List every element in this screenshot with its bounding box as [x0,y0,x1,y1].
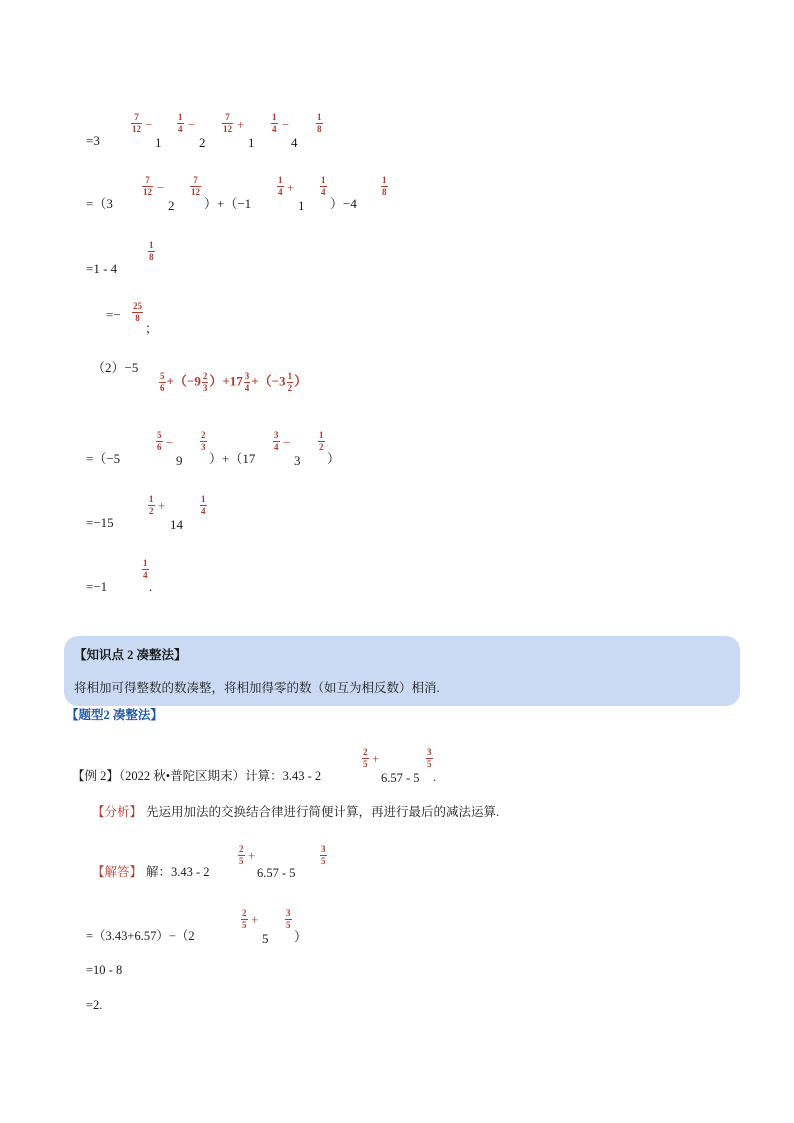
analysis-tag: 【分析】 [92,805,143,819]
operator: − [283,435,291,450]
example-prompt: 【例 2】（2022 秋•普陀区期末）计算：3.43 - 2 [72,769,322,783]
fraction: 7 12 [143,175,152,197]
whole-number: 2 [168,198,175,213]
whole-number: 14 [170,517,183,532]
operator: + [251,912,259,927]
fraction: 1 2 [319,430,324,452]
whole-number: 9 [176,453,183,468]
step1-line2-mid: ）+（−1 [204,196,252,211]
fraction: 5 6 [157,430,162,452]
step1-line4-eq: =− [106,307,121,322]
knowledge-heading: 【知识点 2 凑整法】 [74,648,187,662]
fraction: 1 4 [178,112,183,134]
fraction: 1 4 [321,175,326,197]
answer-line1-tail: ） [294,929,308,944]
operator: − [188,117,196,132]
part2-line1-eq: =（−5 [86,451,121,466]
fraction: 1 4 [143,558,148,580]
whole-number: 1 [155,135,162,150]
operator: − [166,435,174,450]
whole-number: 1 [298,198,305,213]
answer-line1-eq: =（3.43+6.57）−（2 [86,929,195,943]
step1-line2-eq: =（3 [86,196,113,211]
operator: − [282,117,290,132]
example-mid: 6.57 - 5 [381,771,420,785]
fraction: 3 5 [286,908,291,930]
fraction: 25 8 [133,301,142,323]
fraction: $\frac{3}{4}$ [244,371,250,393]
fraction: 1 8 [382,175,387,197]
fraction: 1 4 [272,112,277,134]
part2-expression: $\frac{5}{6}$ +（−9 $\frac{2}{3}$ ）+17 $\frac{3}{4}$ +（−3 $\frac{1}{2}$ ） [160,371,308,393]
whole-number: 3 [294,453,301,468]
fraction: 2 5 [242,908,247,930]
whole-number: 4 [291,135,298,150]
whole-number: 2 [199,135,206,150]
answer-line3: =2. [86,998,103,1012]
fraction: 3 4 [274,430,279,452]
answer-mid: 6.57 - 5 [257,866,296,880]
fraction: 3 5 [321,844,326,866]
fraction: 1 8 [149,240,154,262]
answer-tag: 【解答】 [92,865,143,879]
period: . [149,579,153,594]
step1-line3-eq: =1 - 4 [86,261,118,276]
fraction: 2 5 [239,844,244,866]
fraction: 1 4 [278,175,283,197]
operator: + [372,751,380,766]
fraction: 1 4 [201,494,206,516]
question-type-heading: 【题型2 凑整法】 [66,708,163,722]
fraction: 1 8 [317,112,322,134]
fraction: $\frac{2}{3}$ [202,371,208,393]
operator: + [237,117,245,132]
fraction: 3 5 [427,747,432,769]
period: . [433,769,437,784]
fraction: 2 3 [201,430,206,452]
fraction: 7 12 [223,112,232,134]
semicolon: ； [145,321,159,336]
step1-line1-eq: =3 [86,133,100,148]
knowledge-body: 将相加可得整数的数凑整，将相加得零的数（如互为相反数）相消. [74,681,440,695]
knowledge-point-box [64,636,740,706]
part2-label: （2）−5 [92,360,139,375]
part2-line3-eq: =−1 [86,579,108,594]
operator: + [158,498,166,513]
operator: + [287,180,295,195]
fraction: $\frac{1}{2}$ [287,371,293,393]
fraction: 2 5 [363,747,368,769]
part2-line1-tail: ） [327,451,341,466]
operator: − [145,117,153,132]
analysis-text: 先运用加法的交换结合律进行简便计算，再进行最后的减法运算. [146,805,500,819]
fraction: $\frac{5}{6}$ [160,371,165,393]
answer-line2: =10 - 8 [86,963,123,977]
fraction: 7 12 [191,175,200,197]
operator: − [157,180,165,195]
fraction: 7 12 [132,112,141,134]
part2-line1-mid: ）+（17 [209,451,256,466]
operator: + [248,848,256,863]
whole-number: 5 [262,931,269,946]
fraction: 1 2 [149,494,154,516]
answer-lead: 解：3.43 - 2 [146,865,210,879]
part2-line2-eq: =−15 [86,515,114,530]
step1-line2-tail: ）−4 [330,196,357,211]
whole-number: 1 [248,135,255,150]
